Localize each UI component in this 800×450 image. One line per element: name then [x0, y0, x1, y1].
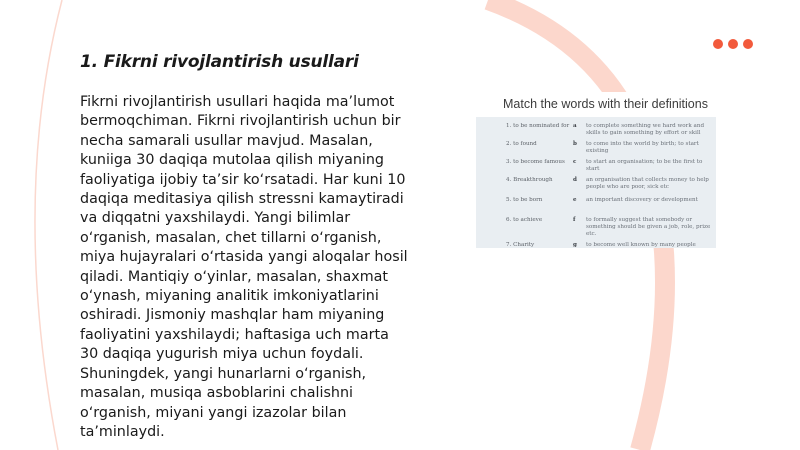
body-line: Shuningdek, yangi hunarlarni o‘rganish,: [80, 365, 367, 382]
body-line: ta’minlaydi.: [80, 423, 165, 440]
worksheet-term: 1. to be nominated for: [506, 123, 570, 129]
worksheet-term: 3. to become famous: [506, 159, 565, 165]
worksheet-definition: to complete something we hard work and skills to gain something by effort or skill: [586, 123, 705, 136]
worksheet-letter: e: [573, 197, 577, 203]
worksheet-letter: g: [573, 242, 577, 248]
dot-icon: [728, 39, 738, 49]
body-line: kuniiga 30 daqiqa mutolaa qilish miyaning: [80, 152, 385, 169]
body-line: va diqqatni yaxshilaydi. Yangi bilimlar: [80, 210, 351, 227]
worksheet-letter: b: [573, 141, 577, 147]
body-line: o‘rganish, masalan, chet tillarni o‘rganish,: [80, 229, 382, 246]
worksheet-term: 2. to found: [506, 141, 537, 147]
worksheet-definition: to become well known by many people: [586, 242, 696, 248]
dot-icon: [713, 39, 723, 49]
body-line: masalan, musiqa asboblarini chalishni: [80, 385, 354, 402]
body-line: qiladi. Mantiqiy o‘yinlar, masalan, shaxmat: [80, 268, 388, 285]
worksheet-letter: f: [573, 217, 576, 223]
worksheet-row: [476, 174, 716, 192]
left-arc: [35, 0, 62, 450]
worksheet-term: 4. Breakthrough: [506, 177, 553, 183]
body-line: faoliyatini yaxshilaydi; haftasiga uch marta: [80, 326, 389, 343]
body-paragraph: [80, 93, 425, 442]
worksheet-definition: an important discovery or development: [586, 197, 698, 203]
worksheet-row: [476, 138, 716, 156]
worksheet-row: [476, 194, 716, 212]
worksheet-row: [476, 239, 716, 248]
body-line: miya hujayralari o‘rtasida yangi aloqalar hosil: [80, 249, 408, 266]
slide-title: 1. Fikrni rivojlantirish usullari: [80, 52, 359, 72]
worksheet-definition: to start an organisation; to be the first to start: [586, 159, 703, 172]
body-line: oshiradi. Jismoniy mashqlar ham miyaning: [80, 307, 385, 324]
body-line: Fikrni rivojlantirish usullari haqida ma’lumot: [80, 94, 395, 110]
worksheet-term: 6. to achieve: [506, 217, 543, 223]
worksheet-term: 7. Charity: [506, 242, 535, 248]
worksheet-letter: c: [573, 159, 577, 165]
body-line: necha samarali usullar mavjud. Masalan,: [80, 132, 373, 149]
body-line: faoliyatiga ijobiy ta’sir ko‘rsatadi. Har kuni 10: [80, 171, 406, 188]
body-line: bermoqchiman. Fikrni rivojlantirish uchun bir: [80, 113, 401, 130]
worksheet-table: [476, 117, 716, 248]
worksheet-image: [476, 92, 716, 248]
dot-icon: [743, 39, 753, 49]
worksheet-row: [476, 120, 716, 138]
worksheet-term: 5. to be born: [506, 197, 543, 203]
body-line: daqiqa meditasiya qilish stressni kamaytiradi: [80, 191, 404, 208]
worksheet-row: [476, 156, 716, 174]
worksheet-definition: to formally suggest that somebody or something should be given a job, role, prize etc.: [586, 217, 711, 237]
worksheet-letter: d: [573, 177, 577, 183]
body-line: 30 daqiqa yugurish miya uchun foydali.: [80, 346, 364, 363]
decor-dots: [713, 39, 753, 49]
body-line: o‘rganish, miyani yangi izazolar bilan: [80, 404, 347, 421]
worksheet-definition: to come into the world by birth; to start existing: [586, 141, 699, 154]
worksheet-letter: a: [573, 123, 577, 129]
body-line: o‘ynash, miyaning analitik imkoniyatlarini: [80, 288, 379, 305]
worksheet-heading: Match the words with their definitions: [503, 97, 708, 111]
worksheet-row: [476, 214, 716, 237]
worksheet-definition: an organisation that collects money to help people who are poor, sick etc: [586, 177, 709, 190]
